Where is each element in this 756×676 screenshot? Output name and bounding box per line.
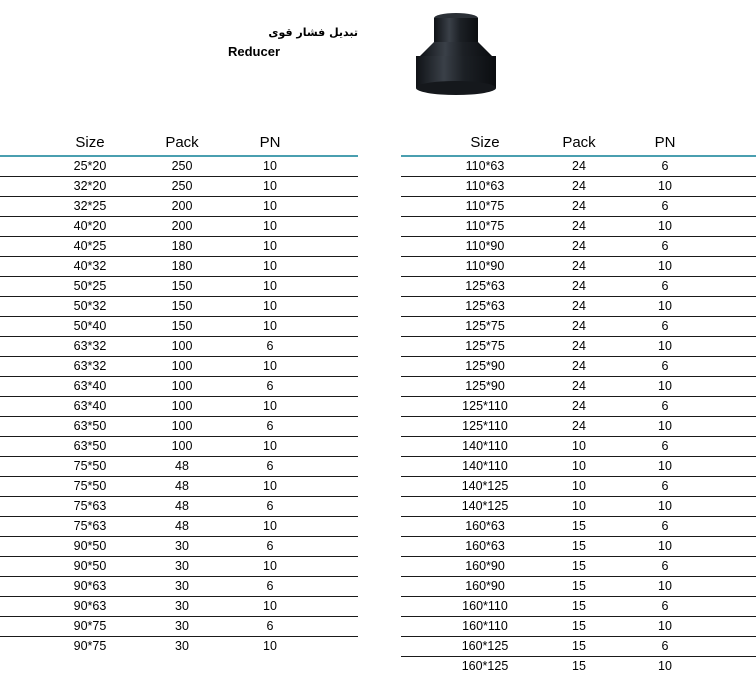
cell-size: 160*125 xyxy=(461,659,509,673)
cell-pn: 10 xyxy=(263,519,277,533)
cell-pack: 15 xyxy=(572,639,586,653)
cell-pn: 6 xyxy=(661,199,669,213)
cell-pn: 6 xyxy=(266,579,274,593)
table-row xyxy=(0,377,358,397)
table-row xyxy=(0,217,358,237)
cell-size: 40*20 xyxy=(73,219,107,233)
cell-size: 110*63 xyxy=(465,179,505,193)
cell-pn: 10 xyxy=(658,219,672,233)
table-row xyxy=(401,657,756,676)
cell-pack: 180 xyxy=(171,259,193,273)
cell-pack: 48 xyxy=(175,519,189,533)
cell-pack: 10 xyxy=(572,499,586,513)
table-row xyxy=(0,637,358,656)
table-header xyxy=(0,131,358,157)
table-header xyxy=(401,131,756,157)
cell-pack: 15 xyxy=(572,559,586,573)
cell-pack: 250 xyxy=(171,159,193,173)
cell-pn: 10 xyxy=(263,599,277,613)
cell-pack: 24 xyxy=(572,359,586,373)
table-row xyxy=(401,617,756,637)
cell-size: 110*63 xyxy=(465,159,505,173)
table-row xyxy=(401,437,756,457)
table-row xyxy=(0,597,358,617)
table-row xyxy=(401,357,756,377)
cell-pack: 15 xyxy=(572,599,586,613)
cell-pn: 6 xyxy=(661,279,669,293)
cell-pack: 24 xyxy=(572,319,586,333)
cell-pack: 200 xyxy=(171,219,193,233)
col-pack: Pack xyxy=(562,134,596,151)
cell-pack: 24 xyxy=(572,379,586,393)
table-row xyxy=(401,177,756,197)
cell-pack: 100 xyxy=(171,399,193,413)
cell-size: 50*40 xyxy=(73,319,107,333)
cell-size: 160*90 xyxy=(465,579,505,593)
cell-pack: 24 xyxy=(572,259,586,273)
cell-pn: 6 xyxy=(661,479,669,493)
cell-pack: 30 xyxy=(175,539,189,553)
table-row xyxy=(0,457,358,477)
cell-pack: 30 xyxy=(175,559,189,573)
table-row xyxy=(401,277,756,297)
cell-pn: 10 xyxy=(263,259,277,273)
cell-size: 63*32 xyxy=(73,359,107,373)
cell-pack: 100 xyxy=(171,419,193,433)
cell-pn: 10 xyxy=(263,479,277,493)
cell-pack: 24 xyxy=(572,179,586,193)
table-row xyxy=(0,517,358,537)
cell-size: 125*90 xyxy=(465,379,505,393)
cell-size: 63*40 xyxy=(73,399,107,413)
cell-size: 75*50 xyxy=(73,459,107,473)
cell-pn: 10 xyxy=(658,419,672,433)
cell-pack: 15 xyxy=(572,619,586,633)
table-row xyxy=(0,317,358,337)
cell-pack: 200 xyxy=(171,199,193,213)
cell-pack: 24 xyxy=(572,199,586,213)
cell-pn: 6 xyxy=(266,459,274,473)
cell-size: 125*63 xyxy=(465,299,505,313)
cell-pn: 6 xyxy=(266,499,274,513)
table-row xyxy=(401,557,756,577)
cell-pack: 48 xyxy=(175,459,189,473)
cell-pn: 10 xyxy=(263,359,277,373)
cell-pack: 100 xyxy=(171,379,193,393)
table-row xyxy=(401,257,756,277)
col-pn: PN xyxy=(259,134,281,151)
cell-pn: 6 xyxy=(661,239,669,253)
cell-pack: 10 xyxy=(572,439,586,453)
cell-pack: 30 xyxy=(175,619,189,633)
title-persian: تبدیل فشار قوی xyxy=(268,26,358,39)
cell-pack: 150 xyxy=(171,319,193,333)
cell-size: 63*50 xyxy=(73,419,107,433)
cell-size: 75*50 xyxy=(73,479,107,493)
cell-pn: 10 xyxy=(263,559,277,573)
cell-size: 63*40 xyxy=(73,379,107,393)
cell-pn: 6 xyxy=(266,379,274,393)
cell-size: 160*63 xyxy=(465,519,505,533)
cell-pn: 10 xyxy=(658,619,672,633)
cell-size: 125*110 xyxy=(462,419,508,433)
cell-size: 140*125 xyxy=(461,499,509,513)
table-row xyxy=(0,337,358,357)
table-row xyxy=(0,497,358,517)
cell-pack: 30 xyxy=(175,579,189,593)
cell-pn: 10 xyxy=(263,159,277,173)
cell-pack: 48 xyxy=(175,479,189,493)
cell-pn: 10 xyxy=(658,299,672,313)
cell-size: 32*25 xyxy=(73,199,107,213)
cell-size: 90*50 xyxy=(73,559,107,573)
cell-pack: 15 xyxy=(572,539,586,553)
cell-size: 110*75 xyxy=(465,219,505,233)
cell-size: 160*110 xyxy=(462,599,508,613)
cell-pack: 24 xyxy=(572,159,586,173)
cell-pack: 15 xyxy=(572,519,586,533)
cell-pack: 100 xyxy=(171,339,193,353)
cell-pack: 24 xyxy=(572,219,586,233)
cell-pn: 6 xyxy=(661,599,669,613)
cell-pn: 10 xyxy=(263,399,277,413)
table-row xyxy=(0,437,358,457)
table-row xyxy=(401,297,756,317)
cell-size: 90*63 xyxy=(73,599,107,613)
cell-pn: 6 xyxy=(661,639,669,653)
table-row xyxy=(401,637,756,657)
table-row xyxy=(401,597,756,617)
table-row xyxy=(0,197,358,217)
left-table xyxy=(0,131,358,656)
table-row xyxy=(0,537,358,557)
cell-pn: 10 xyxy=(658,179,672,193)
cell-size: 160*90 xyxy=(465,559,505,573)
cell-size: 90*63 xyxy=(73,579,107,593)
table-row xyxy=(401,417,756,437)
cell-pn: 6 xyxy=(266,619,274,633)
cell-pack: 10 xyxy=(572,479,586,493)
table-row xyxy=(0,577,358,597)
cell-size: 32*20 xyxy=(73,179,107,193)
cell-size: 75*63 xyxy=(73,499,107,513)
cell-size: 140*110 xyxy=(462,439,508,453)
cell-pn: 10 xyxy=(263,439,277,453)
reducer-fitting-icon xyxy=(408,10,504,98)
cell-pn: 10 xyxy=(263,179,277,193)
cell-size: 140*110 xyxy=(462,459,508,473)
table-row xyxy=(401,397,756,417)
cell-pack: 150 xyxy=(171,299,193,313)
cell-pn: 10 xyxy=(658,339,672,353)
cell-pack: 10 xyxy=(572,459,586,473)
cell-size: 160*125 xyxy=(461,639,509,653)
cell-pn: 6 xyxy=(661,159,669,173)
table-row xyxy=(401,237,756,257)
cell-size: 110*75 xyxy=(465,199,505,213)
cell-pack: 24 xyxy=(572,339,586,353)
table-row xyxy=(0,617,358,637)
cell-size: 140*125 xyxy=(461,479,509,493)
cell-pack: 30 xyxy=(175,639,189,653)
table-row xyxy=(401,517,756,537)
cell-size: 160*110 xyxy=(462,619,508,633)
cell-size: 125*63 xyxy=(465,279,505,293)
cell-size: 90*75 xyxy=(73,639,107,653)
cell-size: 40*32 xyxy=(73,259,107,273)
cell-size: 40*25 xyxy=(73,239,107,253)
title-english: Reducer xyxy=(228,44,281,59)
table-row xyxy=(401,337,756,357)
cell-size: 125*90 xyxy=(465,359,505,373)
cell-pn: 10 xyxy=(658,579,672,593)
cell-pack: 24 xyxy=(572,399,586,413)
cell-pn: 10 xyxy=(263,199,277,213)
cell-pack: 24 xyxy=(572,419,586,433)
cell-pn: 6 xyxy=(661,399,669,413)
table-row xyxy=(0,177,358,197)
cell-pn: 6 xyxy=(661,519,669,533)
table-row xyxy=(0,417,358,437)
cell-pn: 10 xyxy=(658,539,672,553)
table-row xyxy=(0,357,358,377)
cell-size: 125*75 xyxy=(465,339,505,353)
cell-pn: 10 xyxy=(263,639,277,653)
cell-pn: 6 xyxy=(661,439,669,453)
cell-size: 63*32 xyxy=(73,339,107,353)
cell-pn: 10 xyxy=(263,299,277,313)
cell-pn: 10 xyxy=(658,459,672,473)
cell-size: 110*90 xyxy=(465,259,505,273)
cell-pack: 250 xyxy=(171,179,193,193)
col-size: Size xyxy=(75,134,105,151)
cell-size: 75*63 xyxy=(73,519,107,533)
cell-pn: 6 xyxy=(266,539,274,553)
cell-pn: 10 xyxy=(658,499,672,513)
cell-size: 50*25 xyxy=(73,279,107,293)
table-row xyxy=(0,277,358,297)
table-row xyxy=(0,477,358,497)
table-row xyxy=(0,157,358,177)
cell-pn: 6 xyxy=(661,319,669,333)
cell-size: 110*90 xyxy=(465,239,505,253)
cell-size: 90*50 xyxy=(73,539,107,553)
cell-pn: 10 xyxy=(658,659,672,673)
cell-pack: 15 xyxy=(572,659,586,673)
table-row xyxy=(401,217,756,237)
cell-size: 160*63 xyxy=(465,539,505,553)
col-pack: Pack xyxy=(165,134,199,151)
table-row xyxy=(401,197,756,217)
cell-pn: 10 xyxy=(263,319,277,333)
cell-size: 90*75 xyxy=(73,619,107,633)
cell-size: 25*20 xyxy=(73,159,107,173)
table-row xyxy=(401,497,756,517)
cell-size: 125*75 xyxy=(465,319,505,333)
col-size: Size xyxy=(470,134,500,151)
right-table xyxy=(401,131,756,676)
table-row xyxy=(0,257,358,277)
cell-pack: 30 xyxy=(175,599,189,613)
table-row xyxy=(401,537,756,557)
table-row xyxy=(0,297,358,317)
cell-pack: 100 xyxy=(171,439,193,453)
table-row xyxy=(0,557,358,577)
table-row xyxy=(401,317,756,337)
table-row xyxy=(401,577,756,597)
table-row xyxy=(401,477,756,497)
cell-pn: 6 xyxy=(266,419,274,433)
cell-size: 125*110 xyxy=(462,399,508,413)
cell-pn: 6 xyxy=(266,339,274,353)
cell-pn: 6 xyxy=(661,359,669,373)
cell-pack: 24 xyxy=(572,239,586,253)
cell-pn: 6 xyxy=(661,559,669,573)
cell-pn: 10 xyxy=(658,379,672,393)
cell-pn: 10 xyxy=(263,239,277,253)
cell-pack: 15 xyxy=(572,579,586,593)
table-row xyxy=(0,397,358,417)
cell-size: 63*50 xyxy=(73,439,107,453)
table-row xyxy=(401,457,756,477)
cell-pack: 48 xyxy=(175,499,189,513)
table-row xyxy=(401,377,756,397)
cell-pn: 10 xyxy=(263,279,277,293)
table-row xyxy=(401,157,756,177)
cell-pn: 10 xyxy=(263,219,277,233)
cell-pack: 150 xyxy=(171,279,193,293)
cell-pn: 10 xyxy=(658,259,672,273)
cell-pack: 180 xyxy=(171,239,193,253)
cell-pack: 100 xyxy=(171,359,193,373)
cell-size: 50*32 xyxy=(73,299,107,313)
cell-pack: 24 xyxy=(572,279,586,293)
cell-pack: 24 xyxy=(572,299,586,313)
table-row xyxy=(0,237,358,257)
col-pn: PN xyxy=(654,134,676,151)
